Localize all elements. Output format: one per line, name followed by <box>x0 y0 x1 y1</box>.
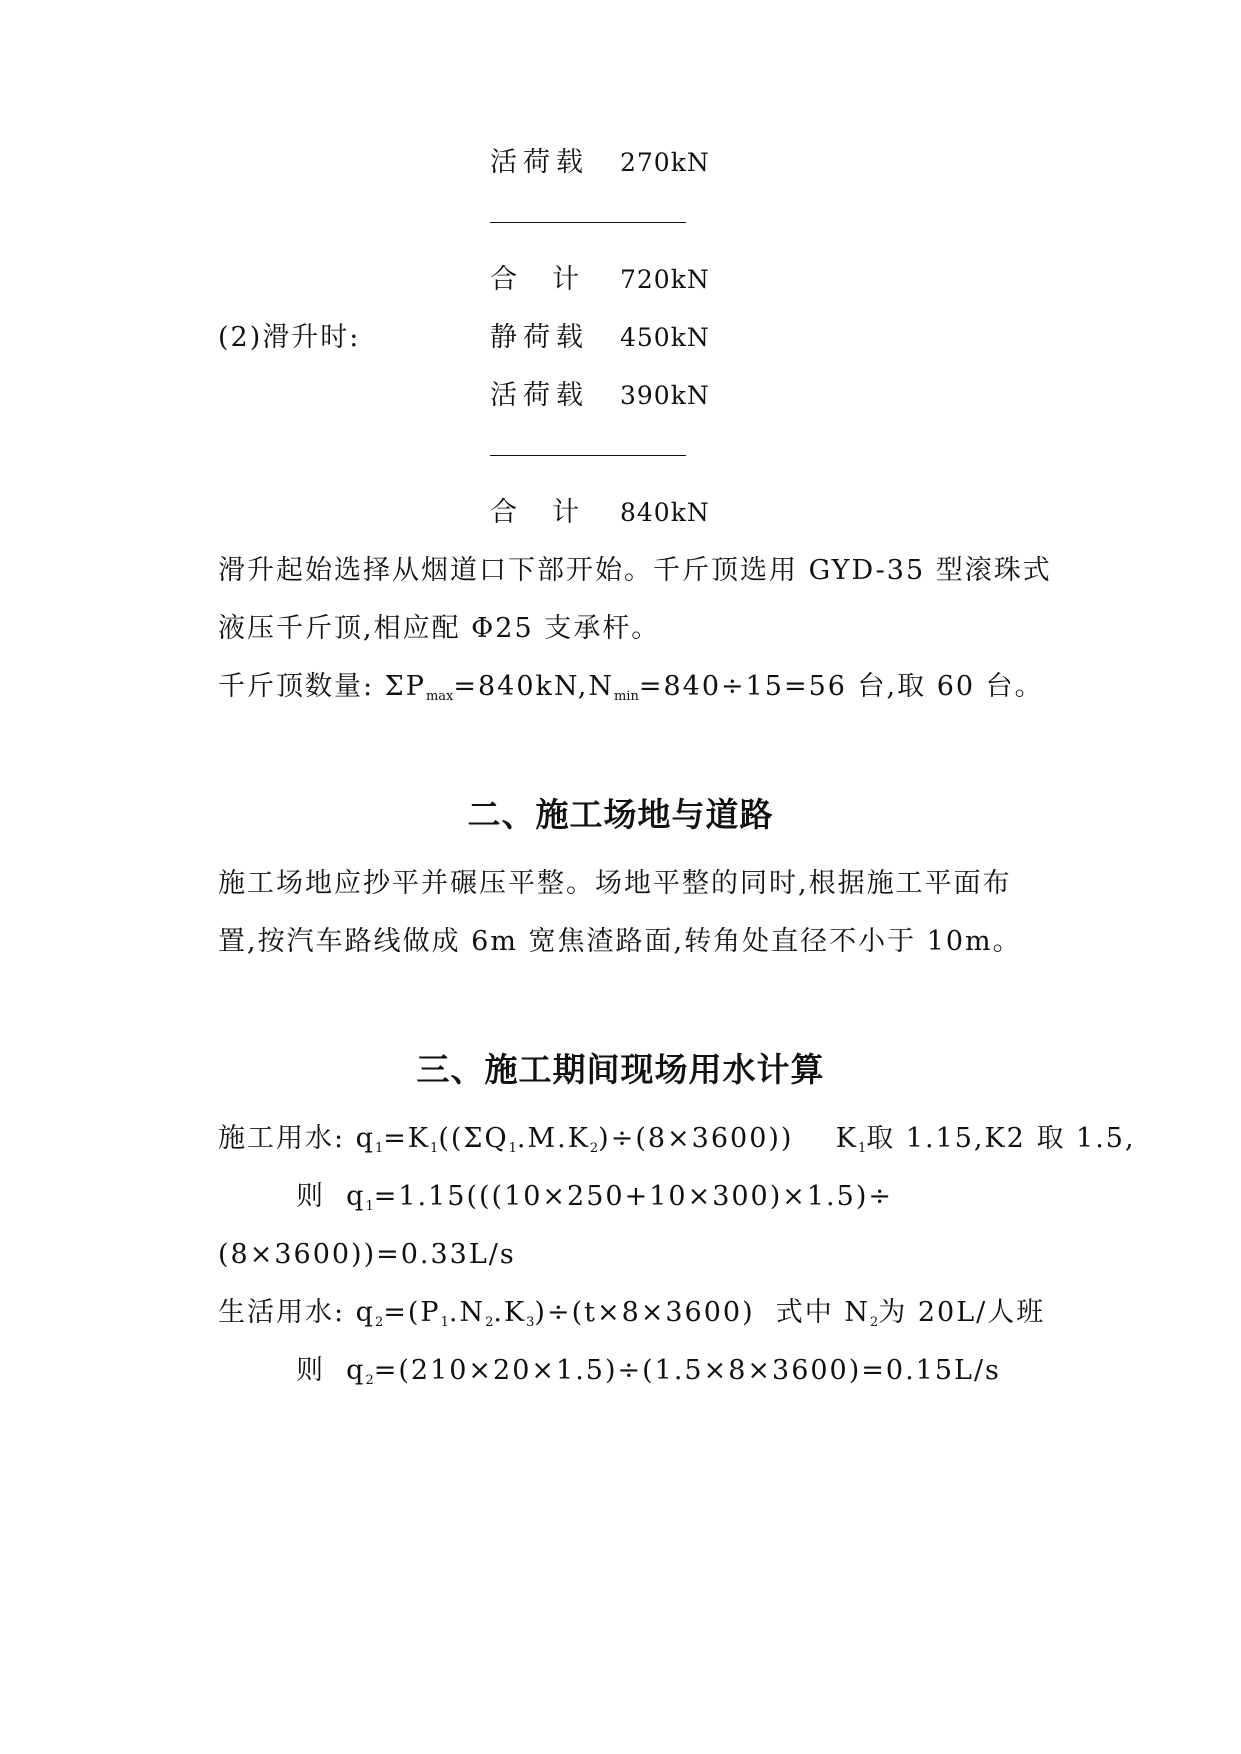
section-label-sliding: (2)滑升时: <box>218 322 361 353</box>
section-heading-site-roads: 二、施工场地与道路 <box>467 795 774 834</box>
domestic-water-formula: 生活用水: $q_2=(P_1.N_2.K_3)\div(t\times 8\times 3600)$ 式中 $N_2$为 20L/人班 <box>218 1297 1046 1330</box>
paragraph-line: 液压千斤顶,相应配 Φ25 支承杆。 <box>218 613 661 644</box>
table-value-total-2: 840kN <box>620 498 710 527</box>
sum-rule-2 <box>490 455 686 456</box>
paragraph-line: 滑升起始选择从烟道口下部开始。千斤顶选用 GYD-35 型滚珠式 <box>218 555 1052 586</box>
table-value-dead-load: 450kN <box>620 323 710 352</box>
paragraph-line: 施工场地应抄平并碾压平整。场地平整的同时,根据施工平面布 <box>218 868 1012 899</box>
table-value-live-load-1: 270kN <box>620 148 710 177</box>
table-label-live-load-1: 活荷载 <box>490 147 589 178</box>
table-value-total-1: 720kN <box>620 265 710 294</box>
table-label-live-load-2: 活荷载 <box>490 380 589 411</box>
domestic-water-calc: 则 $q_2=(210\times 20\times 1.5)\div(1.5\times 8\times 3600)=0.15L/s$ <box>296 1355 1001 1388</box>
table-label-dead-load: 静荷载 <box>490 322 589 353</box>
section-heading-water-calc: 三、施工期间现场用水计算 <box>416 1050 825 1089</box>
table-value-live-load-2: 390kN <box>620 381 710 410</box>
construction-water-formula: 施工用水: $q_1=K_1((\Sigma Q_1.M.K_2)\div(8\times 3600))$ $K_1$取 1.15,K2 取 1.5, <box>218 1123 1136 1156</box>
construction-water-calc: 则 $q_1=1.15(((10\times 250+10\times 300)\times 1.5)\div$ <box>296 1181 893 1214</box>
sum-rule-1 <box>490 222 686 223</box>
jack-count-formula: 千斤顶数量: $\Sigma P_{max}=840kN,N_{min}=840\div 15=56$ 台,取 60 台。 <box>218 671 1044 704</box>
table-label-total-2: 合 计 <box>490 497 586 528</box>
paragraph-line: 置,按汽车路线做成 6m 宽焦渣路面,转角处直径不小于 10m。 <box>218 926 1022 957</box>
table-label-total-1: 合 计 <box>490 264 586 295</box>
construction-water-result: (8×3600))=0.33L/s <box>218 1239 516 1270</box>
